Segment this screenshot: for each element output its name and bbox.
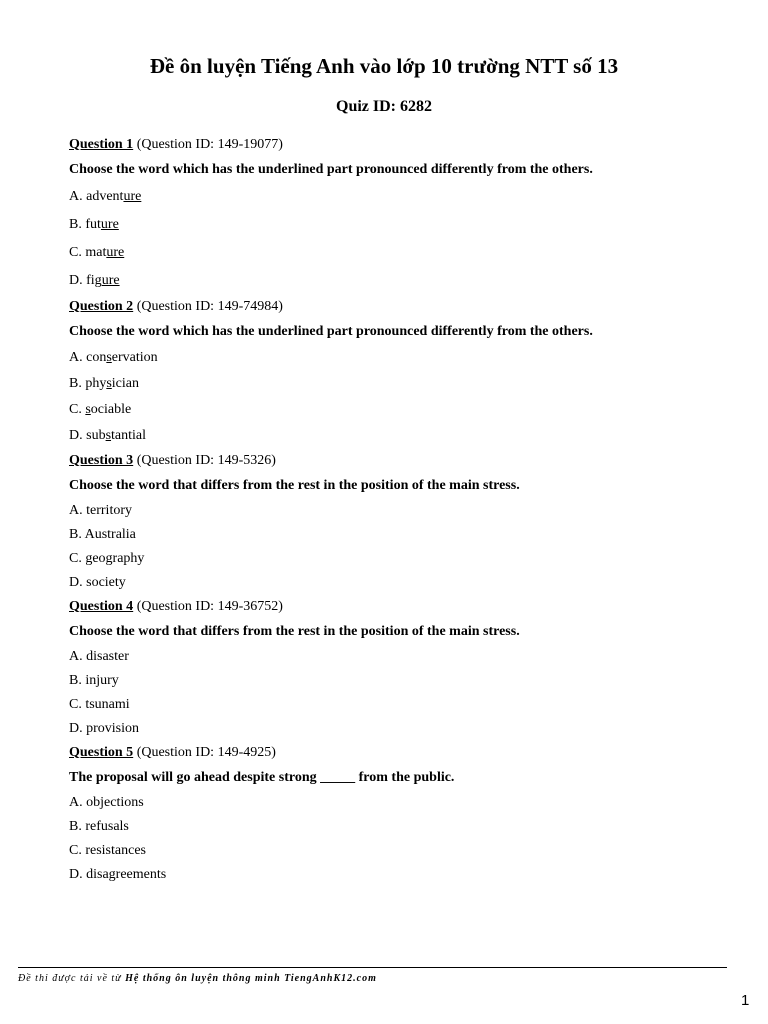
question-header bbox=[69, 295, 719, 319]
underlined-part: ure bbox=[106, 245, 125, 260]
option-letter: A. bbox=[69, 795, 87, 810]
footer-divider bbox=[18, 967, 727, 968]
question-label: Question 1 bbox=[69, 137, 134, 152]
option-d bbox=[69, 423, 719, 449]
option-text: objections bbox=[86, 795, 144, 810]
question-prompt: Choose the word that differs from the rest in the position of the main stress. bbox=[69, 478, 520, 493]
question-prompt: Choose the word which has the underlined part pronounced differently from the others. bbox=[69, 324, 593, 339]
question-list bbox=[69, 133, 719, 887]
question-prompt: The proposal will go ahead despite strong _____ from the public. bbox=[69, 770, 455, 785]
option-a bbox=[69, 183, 719, 211]
option-text: phy bbox=[85, 376, 107, 391]
option-letter: C. bbox=[69, 697, 86, 712]
option-letter: A. bbox=[69, 350, 87, 365]
question-prompt: Choose the word that differs from the rest in the position of the main stress. bbox=[69, 624, 520, 639]
option-text: society bbox=[86, 575, 126, 590]
option-letter: C. bbox=[69, 843, 86, 858]
option-letter: B. bbox=[69, 217, 86, 232]
option-text: tantial bbox=[111, 428, 147, 443]
option-letter: D. bbox=[69, 428, 87, 443]
option-text: resistances bbox=[85, 843, 146, 858]
underlined-part: ure bbox=[101, 273, 120, 288]
underlined-part: ure bbox=[100, 217, 119, 232]
option-letter: D. bbox=[69, 867, 87, 882]
option-d bbox=[69, 863, 719, 887]
option-letter: D. bbox=[69, 273, 87, 288]
option-text: advent bbox=[86, 189, 124, 204]
question-id: (Question ID: 149-19077) bbox=[133, 137, 283, 152]
question-2 bbox=[69, 295, 719, 449]
underlined-part: s bbox=[106, 350, 112, 365]
option-letter: D. bbox=[69, 721, 87, 736]
option-letter: A. bbox=[69, 503, 87, 518]
document-title: Đề ôn luyện Tiếng Anh vào lớp 10 trường NTT số 13 bbox=[149, 54, 619, 78]
question-header bbox=[69, 595, 719, 619]
option-a bbox=[69, 345, 719, 371]
option-b bbox=[69, 669, 719, 693]
question-5 bbox=[69, 741, 719, 887]
option-text: injury bbox=[85, 673, 119, 688]
question-id: (Question ID: 149-74984) bbox=[133, 299, 283, 314]
question-label: Question 4 bbox=[69, 599, 134, 614]
option-b bbox=[69, 523, 719, 547]
question-header bbox=[69, 449, 719, 473]
option-letter: C. bbox=[69, 402, 86, 417]
underlined-part: s bbox=[106, 376, 112, 391]
option-text: disaster bbox=[86, 649, 129, 664]
option-text: ociable bbox=[90, 402, 132, 417]
option-letter: D. bbox=[69, 575, 87, 590]
option-letter: B. bbox=[69, 673, 86, 688]
question-id: (Question ID: 149-5326) bbox=[133, 453, 276, 468]
question-4 bbox=[69, 595, 719, 741]
option-text: ervation bbox=[111, 350, 158, 365]
footer-brand: Hệ thống ôn luyện thông minh TiengAnhK12.com bbox=[125, 973, 377, 984]
option-a bbox=[69, 791, 719, 815]
option-text: Australia bbox=[84, 527, 136, 542]
question-header bbox=[69, 741, 719, 765]
option-c bbox=[69, 839, 719, 863]
underlined-part: s bbox=[85, 402, 91, 417]
option-text: fig bbox=[86, 273, 102, 288]
option-d bbox=[69, 267, 719, 295]
option-text: mat bbox=[85, 245, 107, 260]
page-number: 1 bbox=[741, 992, 750, 1009]
option-a bbox=[69, 645, 719, 669]
question-label: Question 3 bbox=[69, 453, 134, 468]
option-b bbox=[69, 371, 719, 397]
option-text: disagreements bbox=[86, 867, 167, 882]
option-text: con bbox=[86, 350, 107, 365]
quiz-id: Quiz ID: 6282 bbox=[336, 98, 432, 115]
option-text: fut bbox=[85, 217, 101, 232]
option-a bbox=[69, 499, 719, 523]
option-letter: B. bbox=[69, 376, 86, 391]
option-text: geography bbox=[85, 551, 145, 566]
option-letter: A. bbox=[69, 649, 87, 664]
option-letter: B. bbox=[69, 819, 86, 834]
option-c bbox=[69, 547, 719, 571]
option-c bbox=[69, 693, 719, 717]
option-text: provision bbox=[86, 721, 140, 736]
option-letter: C. bbox=[69, 551, 86, 566]
option-text: territory bbox=[86, 503, 132, 518]
option-c bbox=[69, 397, 719, 423]
option-b bbox=[69, 815, 719, 839]
option-text: tsunami bbox=[85, 697, 130, 712]
question-id: (Question ID: 149-36752) bbox=[133, 599, 283, 614]
question-header bbox=[69, 133, 719, 157]
option-text: sub bbox=[86, 428, 106, 443]
question-1 bbox=[69, 133, 719, 295]
option-text: ician bbox=[111, 376, 140, 391]
option-letter: A. bbox=[69, 189, 87, 204]
footer-prefix: Đề thi được tải về từ bbox=[18, 973, 126, 984]
footer-note bbox=[18, 973, 377, 984]
question-id: (Question ID: 149-4925) bbox=[133, 745, 276, 760]
question-3 bbox=[69, 449, 719, 595]
option-d bbox=[69, 571, 719, 595]
option-text: refusals bbox=[85, 819, 129, 834]
question-label: Question 2 bbox=[69, 299, 134, 314]
option-b bbox=[69, 211, 719, 239]
option-letter: B. bbox=[69, 527, 85, 542]
underlined-part: s bbox=[105, 428, 112, 443]
question-label: Question 5 bbox=[69, 745, 134, 760]
option-d bbox=[69, 717, 719, 741]
underlined-part: ure bbox=[123, 189, 142, 204]
question-prompt: Choose the word which has the underlined part pronounced differently from the others. bbox=[69, 162, 593, 177]
option-letter: C. bbox=[69, 245, 86, 260]
option-c bbox=[69, 239, 719, 267]
